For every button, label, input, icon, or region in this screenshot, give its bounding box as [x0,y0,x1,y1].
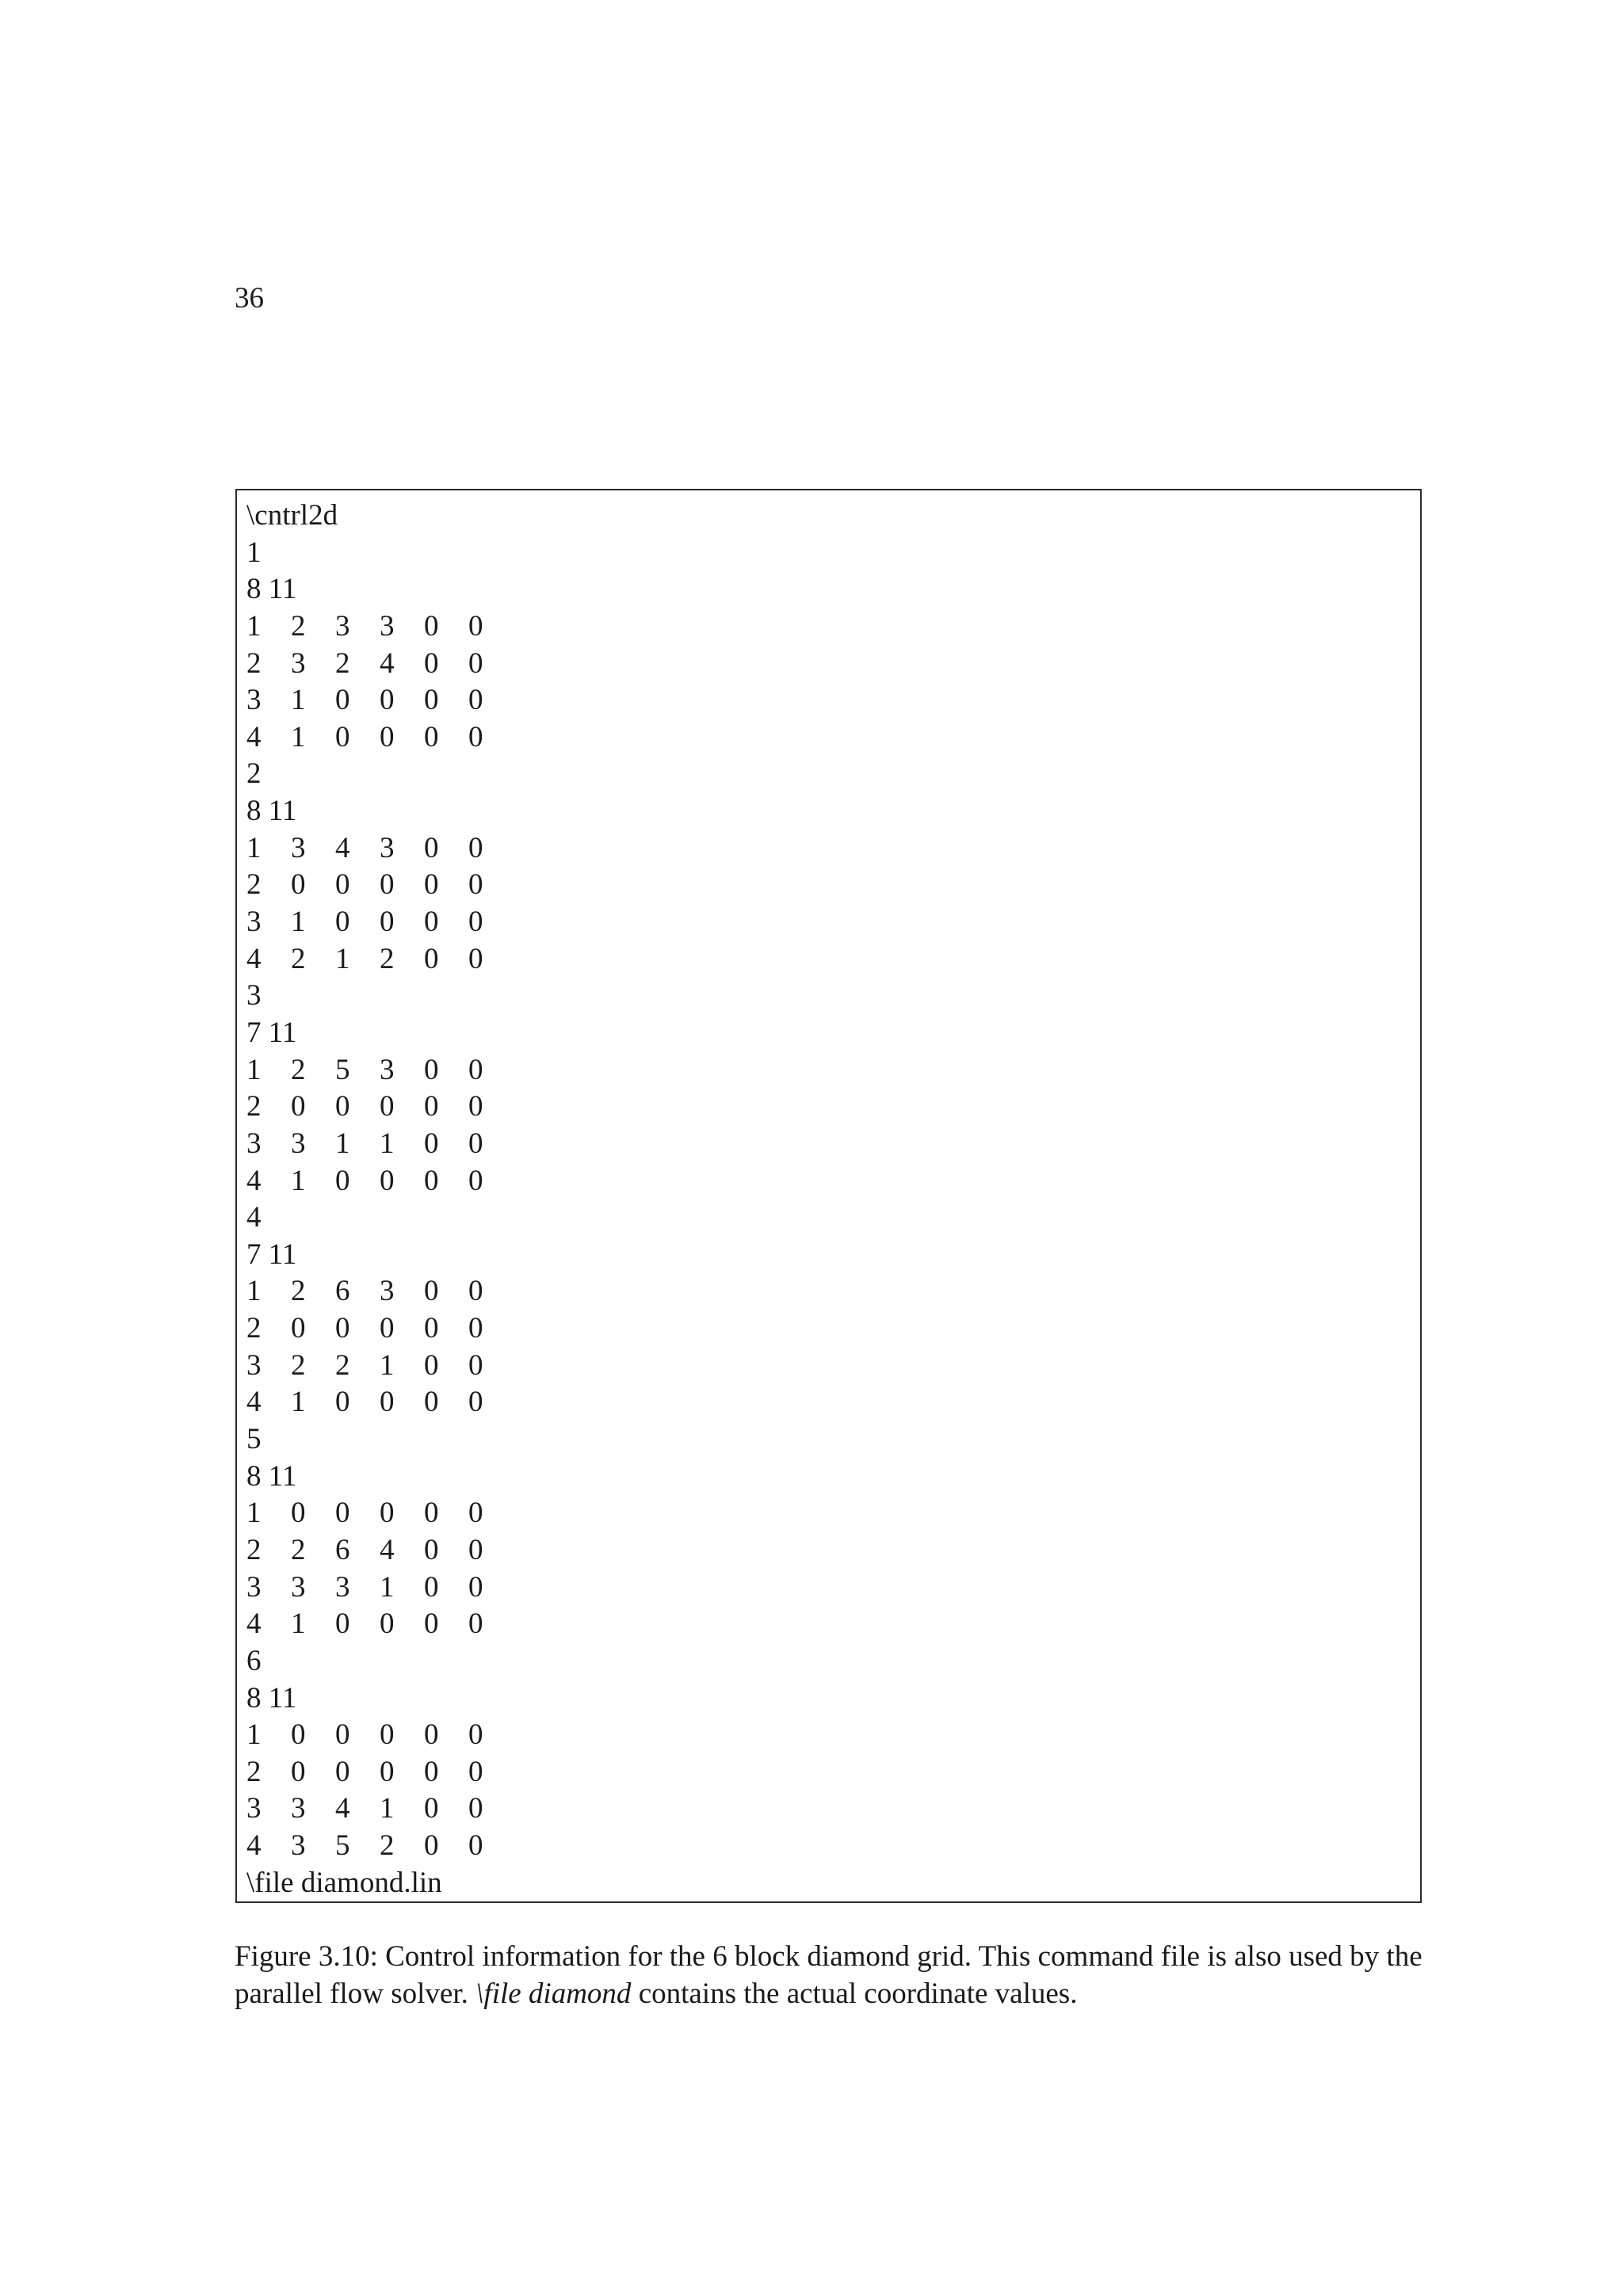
listing-line [246,1052,483,1089]
listing-cell: 0 [468,831,483,864]
listing-cell: 0 [468,1312,483,1345]
listing-cell: 2 [291,609,306,643]
listing-text: 8 11 [246,795,297,828]
listing-cell: 0 [468,1053,483,1086]
listing-cell: 3 [246,1348,262,1382]
listing-line [246,1163,483,1200]
listing-cell: 0 [291,1718,306,1752]
listing-cell: 2 [380,942,395,975]
listing-line [246,1237,442,1274]
listing-cell: 0 [424,609,439,643]
listing-cell: 0 [335,684,350,717]
listing-cell: 0 [468,1164,483,1197]
listing-line [246,1569,483,1607]
listing-text: 3 [246,979,262,1013]
listing-cell: 2 [380,1829,395,1863]
listing-line [246,1459,442,1496]
listing-cell: 4 [246,720,262,753]
figure-caption [235,1938,1423,2012]
listing-cell: 1 [291,1608,306,1641]
listing-cell: 0 [380,1755,395,1788]
listing-cell: 0 [424,1792,439,1825]
listing-cell: 0 [424,684,439,717]
listing-cell: 3 [291,1792,306,1825]
listing-cell: 2 [246,1533,262,1566]
listing-cell: 1 [291,720,306,753]
listing-cell: 4 [246,1386,262,1419]
listing-cell: 0 [380,1312,395,1345]
command-file-listing [235,489,1422,1903]
listing-cell: 0 [424,1348,439,1382]
listing-cell: 0 [424,1312,439,1345]
listing-cell: 0 [468,906,483,939]
listing-line [246,1199,442,1237]
listing-cell: 3 [291,831,306,864]
listing-line [246,1606,483,1643]
listing-cell: 4 [380,646,395,680]
listing-cell: 3 [380,1275,395,1308]
listing-cell: 2 [335,1348,350,1382]
listing-line [246,904,483,941]
listing-cell: 0 [468,1608,483,1641]
listing-line [246,1384,483,1421]
listing-cell: 0 [380,1090,395,1123]
listing-cell: 0 [468,609,483,643]
caption-text-before: Figure 3.10: Control information for the 6 block diamond grid. This command file is also used by the parallel flow solver. [235,1940,1423,2010]
listing-line [246,978,442,1015]
listing-line [246,1643,442,1680]
listing-cell: 0 [291,1312,306,1345]
listing-cell: 1 [246,609,262,643]
listing-line [246,535,442,572]
listing-cell: 0 [335,1497,350,1530]
listing-cell: 1 [246,1718,262,1752]
listing-cell: 4 [380,1533,395,1566]
listing-cell: 0 [424,1090,439,1123]
listing-cell: 3 [246,684,262,717]
listing-line [246,1126,483,1163]
listing-cell: 4 [246,942,262,975]
listing-line [246,571,442,608]
listing-text: 5 [246,1423,262,1456]
listing-text: 8 11 [246,573,297,606]
listing-cell: 1 [335,1127,350,1160]
listing-cell: 3 [335,609,350,643]
listing-cell: 1 [246,1497,262,1530]
listing-line [246,1865,442,1902]
listing-cell: 0 [424,1497,439,1530]
listing-line [246,830,483,868]
listing-cell: 2 [246,1090,262,1123]
listing-cell: 3 [291,1570,306,1604]
listing-line [246,719,483,757]
listing-cell: 1 [246,831,262,864]
listing-cell: 0 [424,868,439,902]
listing-cell: 4 [246,1829,262,1863]
listing-cell: 3 [380,831,395,864]
listing-line [246,1717,483,1754]
listing-cell: 5 [335,1829,350,1863]
listing-cell: 2 [246,1755,262,1788]
listing-cell: 1 [380,1570,395,1604]
listing-cell: 0 [468,942,483,975]
page-number: 36 [235,282,264,315]
listing-line [246,1015,442,1052]
listing-cell: 0 [424,831,439,864]
listing-cell: 0 [424,1386,439,1419]
listing-cell: 0 [380,1386,395,1419]
listing-cell: 0 [468,1275,483,1308]
listing-cell: 1 [291,1164,306,1197]
listing-cell: 1 [380,1127,395,1160]
listing-cell: 3 [246,1127,262,1160]
listing-line [246,756,442,793]
listing-cell: 2 [291,1053,306,1086]
caption-text-after: contains the actual coordinate values. [631,1978,1078,2010]
listing-cell: 3 [380,609,395,643]
listing-line [246,1495,483,1532]
listing-cell: 0 [468,868,483,902]
listing-cell: 0 [424,1755,439,1788]
listing-cell: 2 [291,942,306,975]
listing-line [246,1791,483,1828]
listing-cell: 0 [380,1718,395,1752]
listing-cell: 0 [468,1570,483,1604]
listing-cell: 0 [424,1533,439,1566]
listing-cell: 1 [335,942,350,975]
listing-cell: 3 [246,906,262,939]
listing-line [246,1089,483,1126]
listing-cell: 0 [335,1608,350,1641]
listing-cell: 2 [246,868,262,902]
listing-cell: 0 [335,1386,350,1419]
listing-text: 2 [246,757,262,791]
listing-cell: 4 [335,1792,350,1825]
listing-line [246,1421,442,1459]
listing-cell: 0 [291,1090,306,1123]
listing-cell: 3 [291,1829,306,1863]
listing-cell: 3 [291,1127,306,1160]
listing-cell: 0 [424,1275,439,1308]
listing-cell: 0 [335,1755,350,1788]
listing-line [246,1310,483,1348]
listing-line [246,498,442,535]
listing-cell: 0 [335,868,350,902]
listing-line [246,1828,483,1865]
listing-cell: 0 [424,1164,439,1197]
listing-line [246,1532,483,1569]
listing-cell: 0 [424,1718,439,1752]
listing-cell: 0 [424,1127,439,1160]
listing-cell: 1 [291,906,306,939]
listing-cell: 3 [335,1570,350,1604]
listing-cell: 0 [380,1608,395,1641]
listing-cell: 0 [468,1348,483,1382]
listing-cell: 1 [291,1386,306,1419]
listing-text: 1 [246,536,262,569]
listing-cell: 0 [335,720,350,753]
listing-cell: 3 [246,1792,262,1825]
listing-cell: 0 [468,720,483,753]
listing-text: 8 11 [246,1681,297,1714]
listing-cell: 0 [468,1386,483,1419]
listing-cell: 0 [424,1570,439,1604]
listing-cell: 6 [335,1533,350,1566]
listing-cell: 3 [291,646,306,680]
listing-cell: 0 [468,1127,483,1160]
listing-cell: 4 [246,1608,262,1641]
listing-text: 8 11 [246,1459,297,1493]
listing-cell: 0 [468,1829,483,1863]
listing-line [246,1680,442,1718]
listing-line [246,867,483,904]
listing-cell: 3 [246,1570,262,1604]
listing-text: 7 11 [246,1016,297,1049]
listing-cell: 0 [335,1090,350,1123]
listing-cell: 2 [291,1275,306,1308]
caption-emphasis: \file diamond [475,1978,632,2010]
listing-text: 6 [246,1644,262,1677]
listing-cell: 1 [291,684,306,717]
listing-cell: 3 [380,1053,395,1086]
listing-cell: 0 [380,1164,395,1197]
listing-cell: 0 [424,906,439,939]
listing-cell: 1 [380,1792,395,1825]
listing-cell: 2 [246,1312,262,1345]
listing-text: 4 [246,1201,262,1234]
listing-cell: 4 [246,1164,262,1197]
listing-line [246,646,483,683]
listing-cell: 0 [424,1829,439,1863]
listing-cell: 0 [468,684,483,717]
listing-cell: 2 [291,1348,306,1382]
listing-lines [246,498,483,1901]
listing-cell: 0 [468,1533,483,1566]
listing-cell: 6 [335,1275,350,1308]
listing-cell: 2 [291,1533,306,1566]
listing-cell: 1 [246,1053,262,1086]
listing-cell: 0 [335,906,350,939]
listing-text: 7 11 [246,1238,297,1271]
listing-line [246,941,483,978]
listing-cell: 0 [468,1755,483,1788]
listing-cell: 1 [246,1275,262,1308]
listing-cell: 0 [468,1090,483,1123]
listing-line [246,793,442,830]
listing-cell: 2 [335,646,350,680]
listing-cell: 5 [335,1053,350,1086]
listing-line [246,1273,483,1310]
listing-cell: 0 [335,1718,350,1752]
listing-cell: 0 [380,1497,395,1530]
listing-cell: 0 [424,646,439,680]
listing-line [246,1348,483,1385]
listing-cell: 1 [380,1348,395,1382]
listing-cell: 0 [424,720,439,753]
listing-cell: 0 [424,942,439,975]
listing-cell: 0 [291,868,306,902]
listing-line [246,608,483,646]
listing-cell: 4 [335,831,350,864]
listing-cell: 0 [468,646,483,680]
listing-line [246,682,483,719]
listing-text: \file diamond.lin [246,1866,442,1899]
listing-cell: 0 [468,1497,483,1530]
listing-cell: 2 [246,646,262,680]
listing-line [246,1754,483,1791]
listing-cell: 0 [468,1792,483,1825]
listing-cell: 0 [380,906,395,939]
listing-cell: 0 [291,1497,306,1530]
listing-cell: 0 [335,1164,350,1197]
listing-cell: 0 [468,1718,483,1752]
listing-cell: 0 [380,684,395,717]
listing-text: \cntrl2d [246,499,338,532]
listing-cell: 0 [380,720,395,753]
listing-cell: 0 [424,1608,439,1641]
listing-cell: 0 [424,1053,439,1086]
listing-cell: 0 [335,1312,350,1345]
listing-cell: 0 [380,868,395,902]
listing-cell: 0 [291,1755,306,1788]
